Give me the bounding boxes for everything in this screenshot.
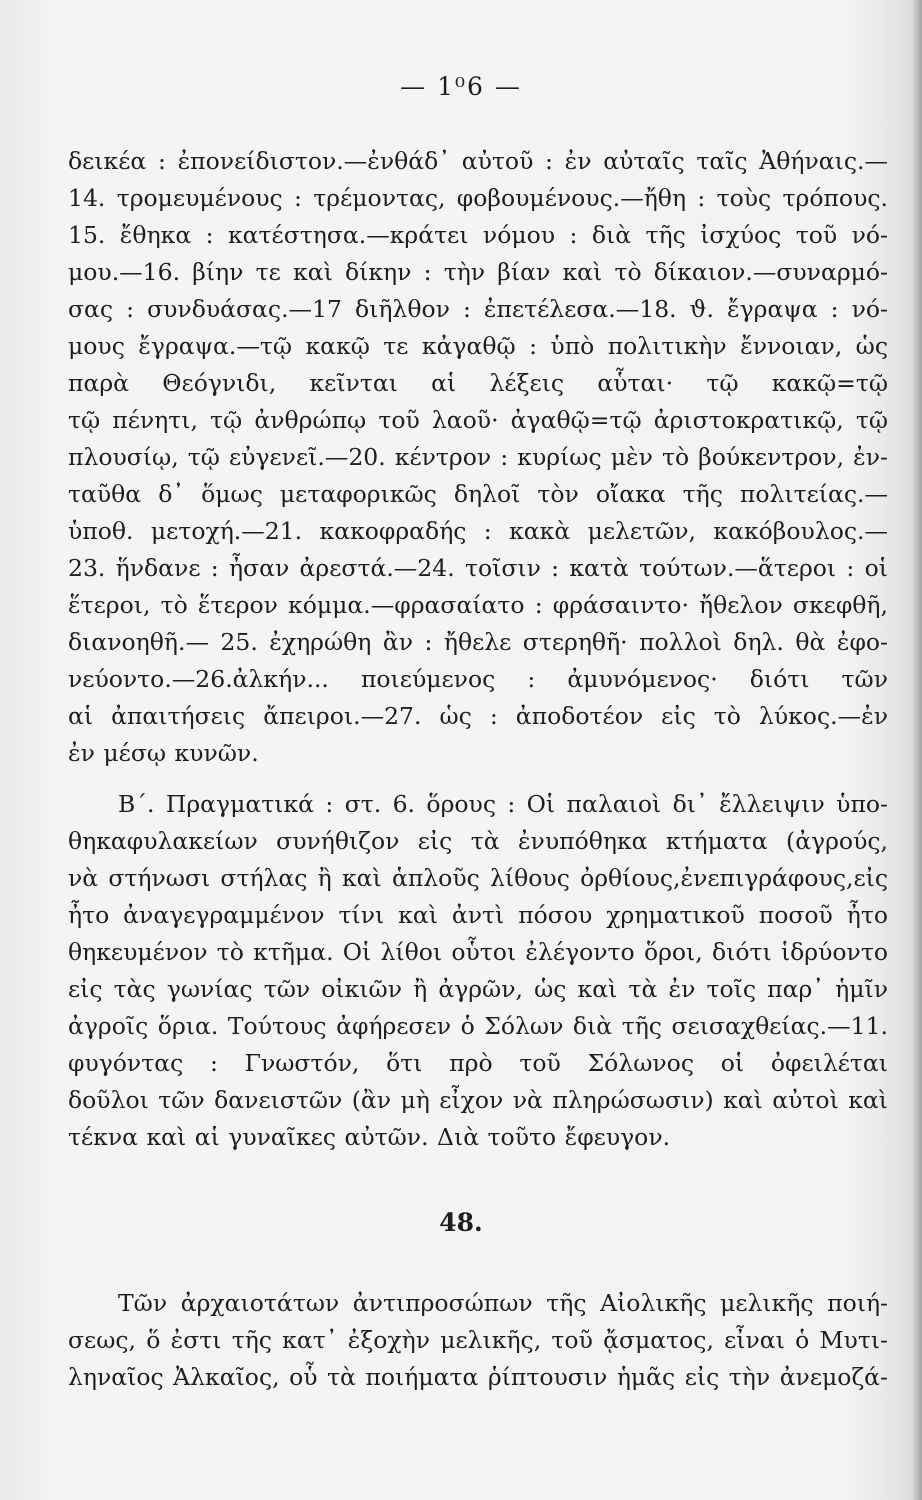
notes-line: τῷ πένητι, τῷ ἀνθρώπῳ τοῦ λαοῦ· ἀγαθῷ=τῷ ἀριστοκρατικῷ, τῷ bbox=[68, 406, 888, 434]
notes-line: αἱ ἀπαιτήσεις ἄπειροι.—27. ὡς : ἀποδοτέον εἰς τὸ λύκος.—ἐν bbox=[68, 702, 888, 730]
notes-line: 15. ἔθηκα : κατέστησα.—κράτει νόμου : διὰ τῆς ἰσχύος τοῦ νό- bbox=[68, 221, 888, 249]
intro-line: Τῶν ἀρχαιοτάτων ἀντιπροσώπων τῆς Αἰολικῆς μελικῆς ποιή- bbox=[118, 1289, 888, 1317]
intro-line: σεως, ὅ ἐστι τῆς κατ᾽ ἐξοχὴν μελικῆς, τοῦ ᾄσματος, εἶναι ὁ Μυτι- bbox=[68, 1326, 888, 1354]
notes-line: παρὰ Θεόγνιδι, κεῖνται αἱ λέξεις αὗται· τῷ κακῷ=τῷ bbox=[68, 369, 888, 397]
notes-line: μους ἔγραψα.—τῷ κακῷ τε κἀγαθῷ : ὑπὸ πολιτικὴν ἔννοιαν, ὡς bbox=[68, 332, 888, 360]
notes-line: ὑποθ. μετοχή.—21. κακοφραδής : κακὰ μελετῶν, κακόβουλος.— bbox=[68, 517, 888, 545]
notes-line: 23. ἥνδανε : ἦσαν ἀρεστά.—24. τοῖσιν : κατὰ τούτων.—ἅτεροι : οἱ bbox=[68, 554, 888, 582]
notes-line: ἐν μέσῳ κυνῶν. bbox=[68, 739, 259, 767]
pragmatika-block bbox=[68, 786, 888, 1156]
pragmatika-line: ἦτο ἀναγεγραμμένον τίνι καὶ ἀντὶ πόσου χρηματικοῦ ποσοῦ ἦτο bbox=[68, 901, 888, 929]
pragmatika-line: ἀγροῖς ὅρια. Τούτους ἀφήρεσεν ὁ Σόλων διὰ τῆς σεισαχθείας.—11. bbox=[68, 1012, 888, 1040]
notes-line: διανοηθῆ.— 25. ἐχηρώθη ἂν : ἤθελε στερηθῆ· πολλοὶ δηλ. θὰ ἐφο- bbox=[68, 628, 888, 656]
page-edge-shadow bbox=[912, 0, 922, 1500]
notes-line: νεύοντο.—26.ἀλκήν... ποιεύμενος : ἀμυνόμενος· διότι τῶν bbox=[68, 665, 888, 693]
section-number: 48. bbox=[439, 1208, 483, 1237]
pragmatika-line: θηκαφυλακείων συνήθιζον εἰς τὰ ἐνυπόθηκα κτήματα (ἀγρούς, bbox=[68, 827, 888, 855]
notes-line: ἕτεροι, τὸ ἕτερον κόμμα.—φρασαίατο : φράσαιντο· ἤθελον σκεφθῆ, bbox=[68, 591, 888, 619]
notes-line: 14. τρομευμένους : τρέμοντας, φοβουμένους.—ἤθη : τοὺς τρόπους. bbox=[68, 184, 888, 212]
pragmatika-line: φυγόντας : Γνωστόν, ὅτι πρὸ τοῦ Σόλωνος οἱ ὀφειλέται bbox=[68, 1049, 888, 1077]
notes-line: σας : συνδυάσας.—17 διῆλθον : ἐπετέλεσα.—18. ϑ. ἔγραψα : νό- bbox=[68, 295, 888, 323]
pragmatika-line: δοῦλοι τῶν δανειστῶν (ἂν μὴ εἶχον νὰ πληρώσωσιν) καὶ αὐτοὶ καὶ bbox=[68, 1086, 888, 1114]
notes-line: δεικέα : ἐπονείδιστον.—ἐνθάδ᾽ αὐτοῦ : ἐν αὐταῖς ταῖς Ἀθήναις.— bbox=[68, 147, 888, 175]
notes-line: ταῦθα δ᾽ ὅμως μεταφορικῶς δηλοῖ τὸν οἴακα τῆς πολιτείας.— bbox=[68, 480, 888, 508]
pragmatika-line: Β΄. Πραγματικά : στ. 6. ὅρους : Οἱ παλαιοὶ δι᾽ ἔλλειψιν ὑπο- bbox=[118, 790, 888, 818]
notes-line: πλουσίῳ, τῷ εὐγενεῖ.—20. κέντρον : κυρίως μὲν τὸ βούκεντρον, ἐν- bbox=[68, 443, 888, 471]
pragmatika-line: τέκνα καὶ αἱ γυναῖκες αὐτῶν. Διὰ τοῦτο ἔφευγον. bbox=[68, 1123, 671, 1151]
intro-line: ληναῖος Ἀλκαῖος, οὗ τὰ ποιήματα ῥίπτουσιν ἡμᾶς εἰς τὴν ἀνεμοζά- bbox=[68, 1363, 888, 1391]
intro-block bbox=[68, 1285, 888, 1396]
pragmatika-line: εἰς τὰς γωνίας τῶν οἰκιῶν ἢ ἀγρῶν, ὡς καὶ τὰ ἐν τοῖς παρ᾽ ἡμῖν bbox=[68, 975, 888, 1003]
page-number: — 1⁰6 — bbox=[400, 72, 522, 101]
pragmatika-line: νὰ στήνωσι στήλας ἢ καὶ ἁπλοῦς λίθους ὀρθίους,ἐνεπιγράφους,εἰς bbox=[68, 864, 888, 892]
notes-block bbox=[68, 143, 888, 772]
notes-line: μου.—16. βίην τε καὶ δίκην : τὴν βίαν καὶ τὸ δίκαιον.—συναρμό- bbox=[68, 258, 888, 286]
pragmatika-line: θηκευμένον τὸ κτῆμα. Οἱ λίθοι οὗτοι ἐλέγοντο ὅροι, διότι ἱδρύοντο bbox=[68, 938, 888, 966]
